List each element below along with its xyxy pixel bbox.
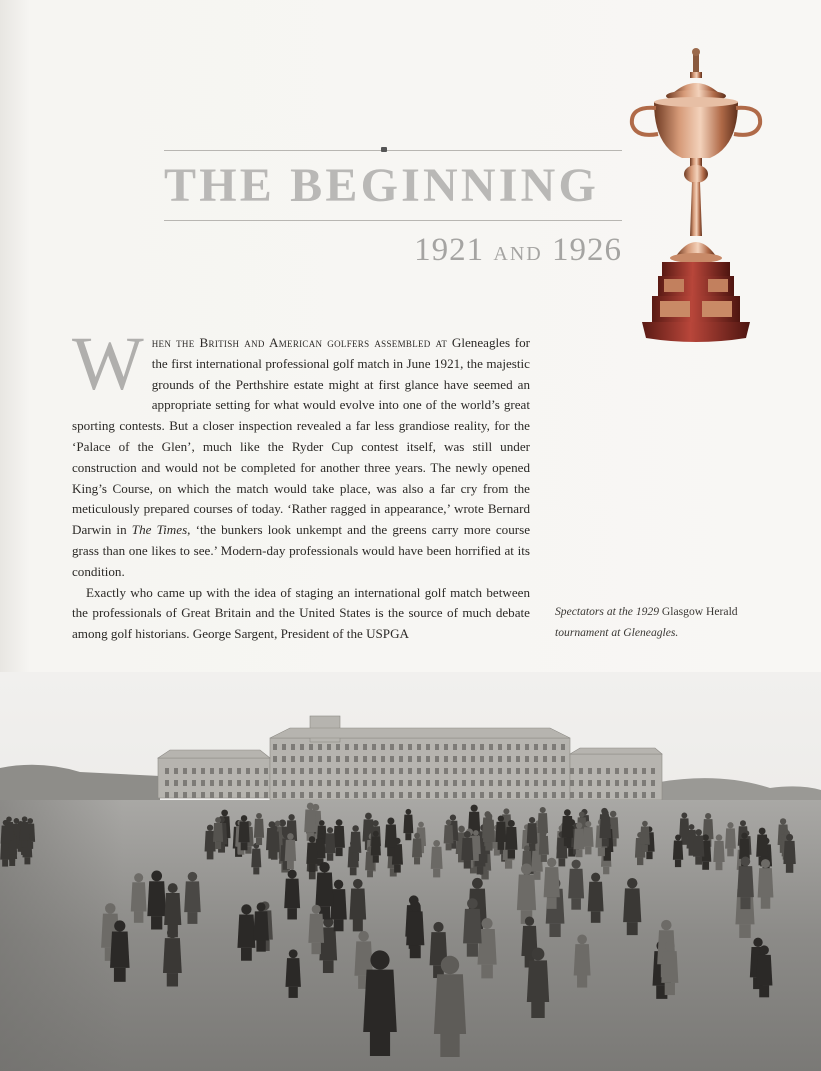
caption-part-3: tournament at Gleneagles. (555, 626, 679, 639)
rule-ornament (381, 147, 387, 152)
paragraph-1-text: Gleneagles for the first international professional golf match in June 1921, the majestic grounds of the Perthshire estate might at first glance have seemed an appropriate setting for what would evolve into one of the world’s great sporting contests. But a closer inspection revealed a far less grandiose reality, for the ‘Palace of the Glen’, much like the Ryder Cup contest itself, was still under construction and would not be completed for another three years. The newly opened King’s Course, on which the match would take place, was also a far cry from the meticulously prepared courses of today. ‘Rather ragged in appearance,’ wrote Bernard Darwin in (72, 335, 530, 538)
gleneagles-crowd-photo (0, 672, 821, 1071)
subtitle-and: AND (493, 243, 543, 265)
paragraph-1-end: , ‘the bunkers look unkempt and the greens carry more course grass than one likes to see.’ Modern-day professionals would have been horrified at its condition. (72, 522, 531, 579)
paragraph-2: Exactly who came up with the idea of staging an international golf match between the professionals of Great Britain and the United States is the source of much debate among golf historians. George Sargent, President of the USPGA (72, 584, 530, 642)
subtitle-year-start: 1921 (414, 232, 485, 268)
article-body (72, 322, 531, 645)
photo-caption (555, 601, 775, 643)
subtitle-year-end: 1926 (552, 232, 622, 268)
title-rule-bottom (164, 220, 622, 221)
paragraph-1 (72, 322, 531, 583)
publication-title: The Times (131, 522, 188, 538)
caption-part-1: Spectators at the 1929 (555, 605, 662, 618)
chapter-subtitle (414, 230, 622, 274)
title-rule-top (164, 150, 622, 151)
caption-publication: Glasgow Herald (661, 605, 738, 618)
ryder-cup-trophy-icon (620, 46, 772, 346)
chapter-title: THE BEGINNING (164, 159, 600, 212)
paragraph-1-lead: hen the British and American golfers assembled at (151, 335, 448, 350)
drop-cap: W (72, 322, 144, 406)
